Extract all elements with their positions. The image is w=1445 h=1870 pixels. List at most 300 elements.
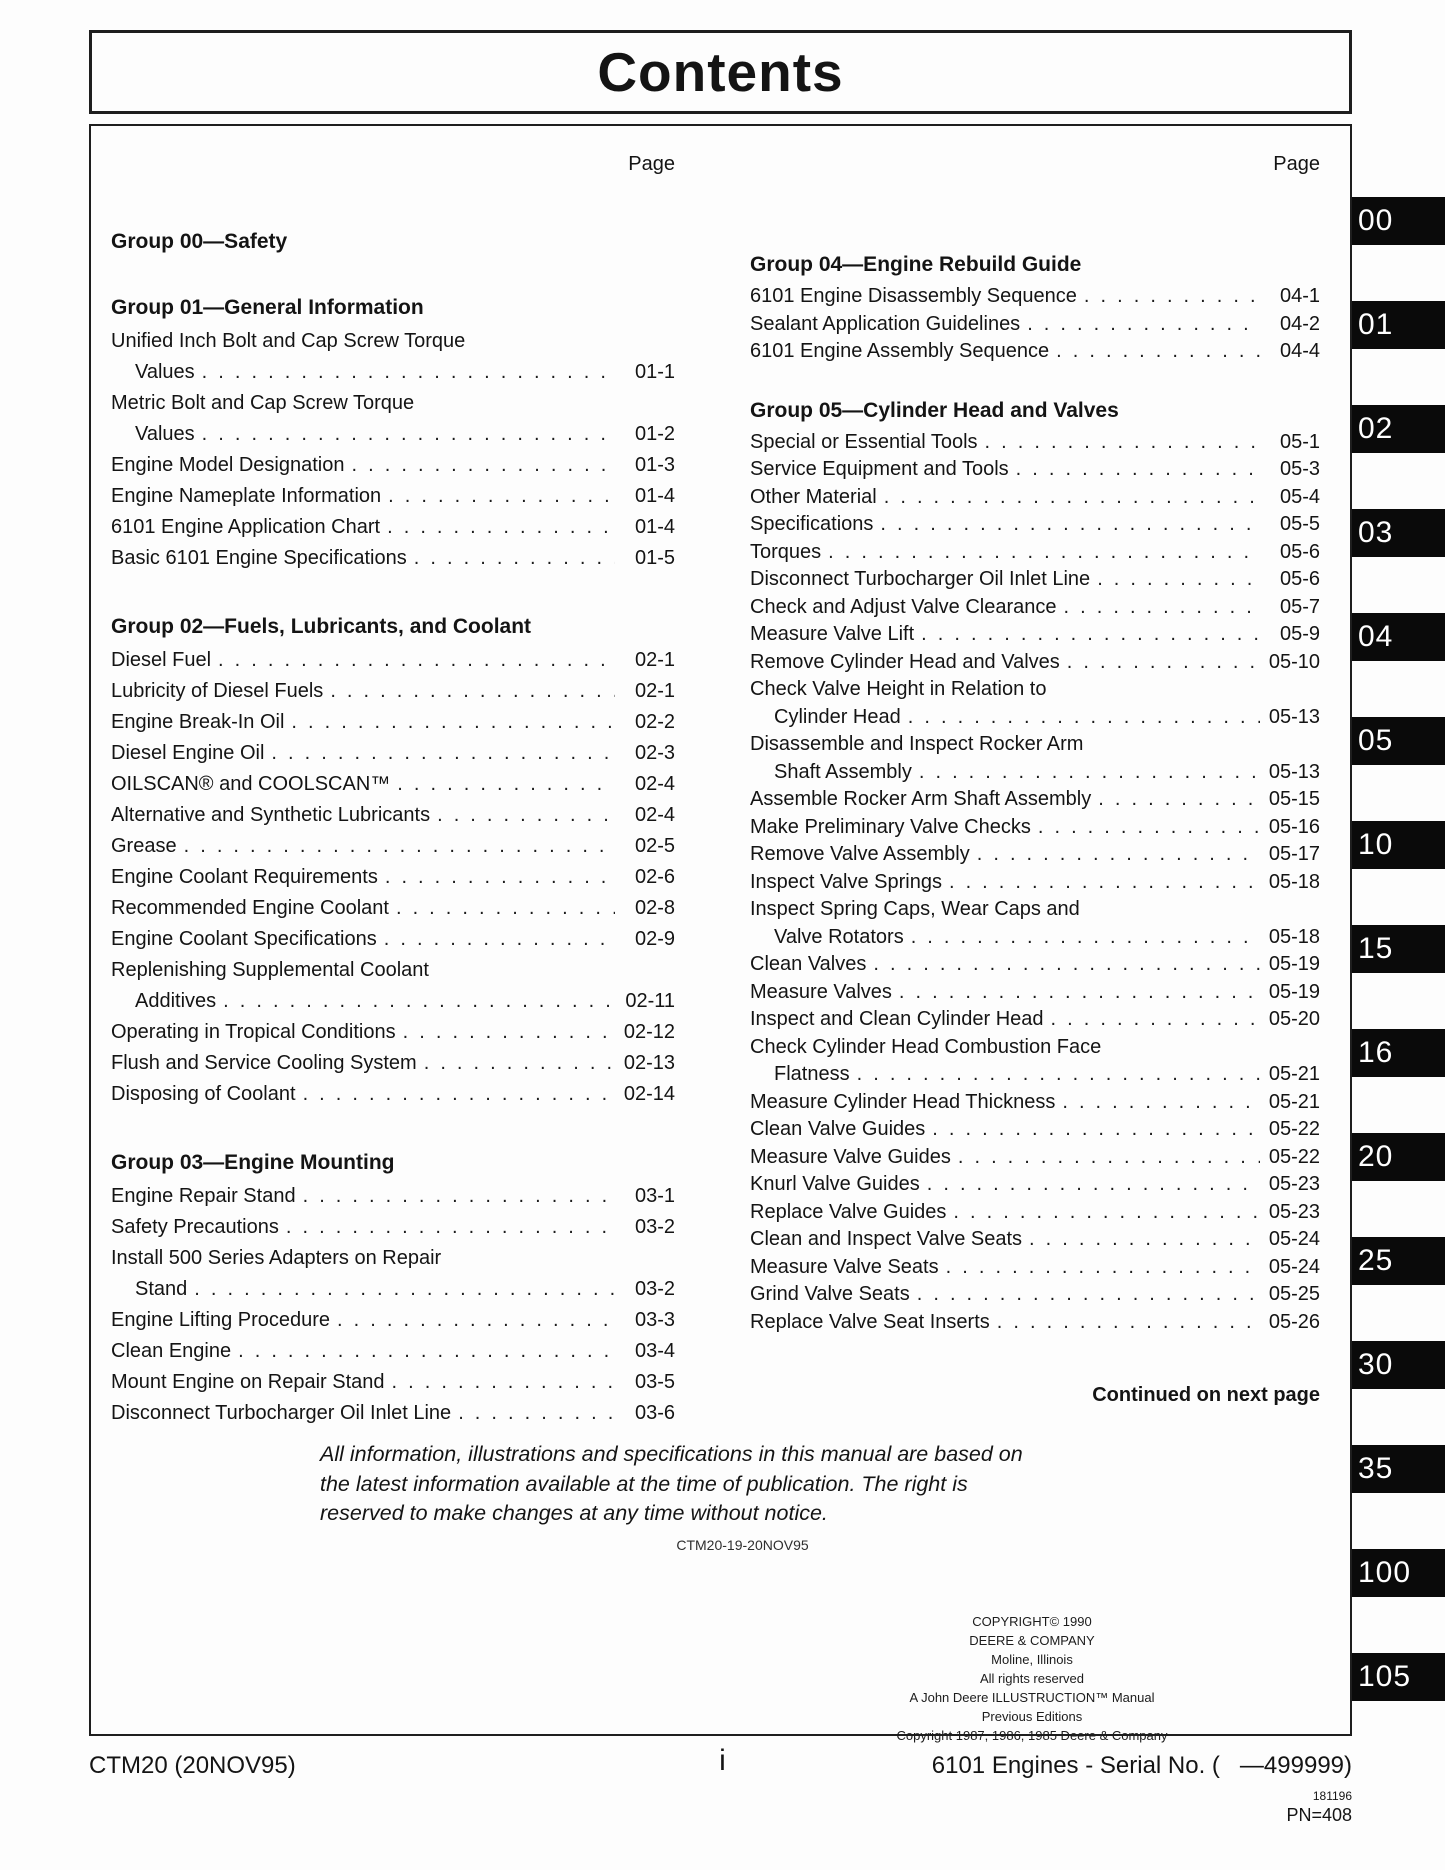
toc-item-label: Replace Valve Guides [750,1200,947,1223]
footer-serial-range: 6101 Engines - Serial No. ( —499999) [931,1752,1352,1779]
dot-leader [1038,814,1260,842]
index-tab-04: 04 [1352,613,1445,661]
dot-leader [286,1212,615,1243]
dot-leader [385,862,615,893]
toc-item [750,539,1320,567]
toc-item-label: Check Cylinder Head Combustion Face [750,1035,1102,1058]
toc-item [750,731,1320,759]
toc-item-page: 02-1 [634,649,675,671]
toc-item-page: 05-13 [1268,705,1320,728]
toc-item [750,1089,1320,1117]
toc-item-page: 03-1 [634,1185,675,1207]
toc-item-label: Disposing of Coolant [111,1083,296,1105]
toc-item [111,1398,675,1429]
toc-item [750,814,1320,842]
dot-leader [414,543,615,574]
dot-leader [949,869,1260,897]
toc-item-label: Sealant Application Guidelines [750,312,1021,335]
toc-item-page: 01-3 [634,454,675,476]
toc-item-page: 03-5 [634,1371,675,1393]
toc-item-page: 03-2 [634,1216,675,1238]
toc-item [750,1144,1320,1172]
toc-item-page: 02-6 [634,866,675,888]
toc-item [750,1281,1320,1309]
copyright-line: COPYRIGHT© 1990 [972,1614,1092,1629]
toc-item-page: 05-24 [1268,1228,1320,1250]
toc-item [750,1061,1320,1089]
index-tab-15: 15 [1352,925,1445,973]
toc-item [750,283,1320,311]
toc-item [750,869,1320,897]
dot-leader [1027,311,1260,339]
dot-leader [424,1048,615,1079]
toc-item-page: 05-18 [1268,925,1320,948]
toc-item-label: Install 500 Series Adapters on Repair [111,1247,442,1269]
dot-leader [388,481,615,512]
toc-item [750,566,1320,594]
toc-item-label: Service Equipment and Tools [750,458,1009,480]
dot-leader [352,450,616,481]
toc-item-label: Disconnect Turbocharger Oil Inlet Line [111,1402,452,1424]
toc-item [750,979,1320,1007]
toc-item-label: Additives [135,990,217,1012]
copyright-line: Copyright 1987, 1986, 1985 Deere & Company [896,1728,1168,1743]
toc-item-label: Metric Bolt and Cap Screw Torque [111,392,415,414]
toc-item-label: Specifications [750,513,874,535]
index-tab-25: 25 [1352,1237,1445,1285]
dot-leader [396,893,615,924]
toc-item-label: Engine Lifting Procedure [111,1309,331,1331]
toc-item-page: 04-4 [1279,340,1320,362]
footer-page-number: i [719,1744,726,1777]
publication-code: CTM20-19-20NOV95 [676,1537,809,1553]
toc-item-page: 05-23 [1268,1200,1320,1223]
index-tab-30: 30 [1352,1341,1445,1389]
toc-item [111,831,675,862]
toc-item-label: Replenishing Supplemental Coolant [111,959,429,981]
toc-item-label: 6101 Engine Disassembly Sequence [750,285,1077,307]
toc-item-page: 01-5 [634,547,675,569]
dot-leader [184,831,615,862]
toc-item-page: 02-2 [634,711,675,733]
dot-leader [828,539,1260,567]
toc-item-label: Recommended Engine Coolant [111,897,389,919]
dot-leader [202,357,615,388]
toc-item-page: 03-6 [634,1402,675,1424]
toc-item [111,676,675,707]
toc-item [111,1017,675,1048]
toc-item-label: Make Preliminary Valve Checks [750,815,1031,838]
toc-item-label: Knurl Valve Guides [750,1173,920,1195]
toc-group [750,252,1320,366]
index-tab-35: 35 [1352,1445,1445,1493]
toc-item-page: 05-23 [1268,1173,1320,1195]
dot-leader [958,1144,1260,1172]
toc-item [750,594,1320,622]
toc-item [750,759,1320,787]
toc-item-page: 02-13 [623,1052,675,1074]
toc-group-title: Group 02—Fuels, Lubricants, and Coolant [111,615,532,638]
dot-leader [997,1309,1260,1337]
toc-item-page: 05-10 [1268,650,1320,673]
toc-item-label: Grind Valve Seats [750,1283,910,1305]
toc-item [111,645,675,676]
toc-item [750,511,1320,539]
toc-item-page: 05-1 [1279,430,1320,453]
toc-item-page: 02-12 [623,1021,675,1043]
toc-item-label: Basic 6101 Engine Specifications [111,547,407,569]
dot-leader [921,621,1260,649]
continued-note: Continued on next page [1092,1384,1320,1406]
toc-item-label: Alternative and Synthetic Lubricants [111,804,431,826]
dot-leader [1063,594,1260,622]
toc-item-page: 02-8 [634,897,675,919]
dot-leader [1051,1006,1260,1034]
index-tab-05: 05 [1352,717,1445,765]
toc-item-label: Shaft Assembly [774,760,912,783]
toc-item-page: 01-4 [634,516,675,538]
toc-item [111,924,675,955]
toc-item-page: 05-17 [1268,843,1320,865]
toc-item [111,419,675,450]
toc-item-label: Measure Cylinder Head Thickness [750,1090,1056,1113]
toc-item [750,649,1320,677]
dot-leader [946,1254,1260,1282]
toc-item [111,1305,675,1336]
toc-item-label: Clean Valves [750,953,867,975]
toc-item [111,450,675,481]
toc-item-label: Operating in Tropical Conditions [111,1021,396,1043]
dot-leader [397,769,615,800]
toc-item-label: Remove Valve Assembly [750,843,970,865]
toc-item [111,1336,675,1367]
toc-item [750,1254,1320,1282]
toc-item-page: 01-4 [634,485,675,507]
toc-item-page: 04-2 [1279,312,1320,335]
toc-item-page: 05-7 [1279,595,1320,618]
toc-item-label: Clean and Inspect Valve Seats [750,1228,1023,1250]
dot-leader [880,511,1260,539]
publication-notice-line: All information, illustrations and specifications in this manual are based on [320,1442,1023,1466]
toc-group-title: Group 03—Engine Mounting [111,1151,395,1174]
toc-item-label: Diesel Engine Oil [111,742,265,764]
toc-item [111,862,675,893]
toc-item-label: Values [135,423,195,445]
dot-leader [899,979,1260,1007]
page-column-header-right: Page [1273,153,1320,175]
toc-item-label: Assemble Rocker Arm Shaft Assembly [750,788,1092,810]
toc-item [111,893,675,924]
dot-leader [387,512,615,543]
toc-item [111,1367,675,1398]
toc-item-label: Replace Valve Seat Inserts [750,1310,990,1333]
copyright-line: A John Deere ILLUSTRUCTION™ Manual [909,1690,1155,1705]
toc-item-label: Unified Inch Bolt and Cap Screw Torque [111,330,466,352]
toc-item-label: Diesel Fuel [111,649,212,671]
index-tab-105: 105 [1352,1653,1445,1701]
toc-item-label: Inspect Spring Caps, Wear Caps and [750,898,1080,920]
dot-leader [392,1367,615,1398]
copyright-block [742,1612,1322,1745]
toc-item [750,951,1320,979]
toc-item [750,896,1320,924]
page-title: Contents [597,41,844,103]
toc-item-label: Special or Essential Tools [750,430,978,453]
dot-leader [330,676,615,707]
toc-item [750,338,1320,366]
toc-group [111,1150,675,1429]
toc-item-page: 05-21 [1268,1063,1320,1085]
dot-leader [911,924,1260,952]
toc-item-page: 05-22 [1268,1145,1320,1168]
toc-item-label: Engine Break-In Oil [111,711,285,733]
dot-leader [218,645,615,676]
toc-item-label: Engine Coolant Specifications [111,928,377,950]
dot-leader [271,738,615,769]
dot-leader [1062,1089,1260,1117]
toc-item-label: 6101 Engine Assembly Sequence [750,340,1050,362]
dot-leader [1084,283,1260,311]
toc-item-label: Remove Cylinder Head and Valves [750,650,1060,673]
toc-item-page: 05-26 [1268,1310,1320,1333]
toc-item-label: OILSCAN® and COOLSCAN™ [111,773,391,795]
toc-item-page: 05-18 [1268,870,1320,893]
toc-item-page: 02-1 [634,680,675,702]
publication-notice [320,1440,1165,1529]
toc-item [750,786,1320,814]
copyright-line: DEERE & COMPANY [969,1633,1095,1648]
toc-item-page: 05-4 [1279,485,1320,508]
toc-item-page: 04-1 [1279,285,1320,307]
toc-item-label: Measure Valve Guides [750,1145,951,1168]
dot-leader [1016,456,1260,484]
toc-group-title: Group 01—General Information [111,296,424,319]
index-tab-20: 20 [1352,1133,1445,1181]
dot-leader [1067,649,1260,677]
toc-item [750,676,1320,704]
toc-item [111,800,675,831]
toc-left-column [111,152,675,1429]
toc-item-label: Engine Model Designation [111,454,345,476]
toc-item-label: Grease [111,835,177,857]
toc-group [111,229,675,255]
title-box [89,30,1352,114]
index-tab-00: 00 [1352,197,1445,245]
toc-item-label: Torques [750,540,822,563]
toc-group [111,614,675,1110]
toc-item-page: 05-5 [1279,513,1320,535]
toc-item-page: 02-3 [634,742,675,764]
toc-item-label: Inspect and Clean Cylinder Head [750,1008,1044,1030]
dot-leader [927,1171,1260,1199]
toc-item [750,456,1320,484]
toc-item [111,1212,675,1243]
copyright-line: Moline, Illinois [991,1652,1073,1667]
dot-leader [977,841,1260,869]
toc-item-label: Engine Repair Stand [111,1185,296,1207]
toc-item-page: 05-16 [1268,815,1320,838]
page-column-header-left: Page [628,153,675,175]
toc-item-page: 05-15 [1268,788,1320,810]
toc-item-label: Clean Valve Guides [750,1118,926,1140]
toc-item-label: 6101 Engine Application Chart [111,516,381,538]
toc-item-page: 05-20 [1268,1008,1320,1030]
toc-item-label: Measure Valves [750,980,892,1003]
toc-item-label: Cylinder Head [774,705,901,728]
toc-item [111,543,675,574]
index-tab-03: 03 [1352,509,1445,557]
dot-leader [932,1116,1260,1144]
dot-leader [337,1305,615,1336]
dot-leader [884,484,1260,512]
toc-item-label: Lubricity of Diesel Fuels [111,680,324,702]
toc-item-page: 05-22 [1268,1118,1320,1140]
toc-item-page: 05-25 [1268,1283,1320,1305]
toc-item-page: 02-5 [634,835,675,857]
toc-item-label: Flatness [774,1063,850,1085]
index-tab-16: 16 [1352,1029,1445,1077]
toc-item-label: Check Valve Height in Relation to [750,678,1047,700]
toc-item-page: 05-21 [1268,1090,1320,1113]
toc-item [750,704,1320,732]
index-tab-100: 100 [1352,1549,1445,1597]
toc-item [750,1171,1320,1199]
toc-item-label: Engine Nameplate Information [111,485,382,507]
toc-item [111,1181,675,1212]
toc-item-label: Values [135,361,195,383]
toc-item-page: 05-6 [1279,568,1320,590]
toc-item [111,512,675,543]
toc-item [750,924,1320,952]
toc-item-page: 02-9 [634,928,675,950]
dot-leader [1029,1226,1260,1254]
dot-leader [857,1061,1260,1089]
toc-item [750,1309,1320,1337]
toc-item [111,1274,675,1305]
toc-item-page: 05-9 [1279,623,1320,645]
toc-item [750,1199,1320,1227]
dot-leader [985,429,1260,457]
toc-item-label: Measure Valve Lift [750,623,915,645]
toc-group [111,295,675,574]
dot-leader [458,1398,615,1429]
toc-item [750,1116,1320,1144]
toc-item-page: 02-4 [634,773,675,795]
index-tab-02: 02 [1352,405,1445,453]
toc-item-page: 05-19 [1268,953,1320,975]
publication-notice-line: the latest information available at the time of publication. The right is [320,1471,968,1496]
toc-group-title: Group 05—Cylinder Head and Valves [750,398,1119,422]
copyright-line: All rights reserved [979,1671,1085,1686]
toc-item-label: Stand [135,1278,188,1300]
dot-leader [919,759,1260,787]
toc-item [750,311,1320,339]
toc-item-page: 03-2 [634,1278,675,1300]
toc-item-label: Engine Coolant Requirements [111,866,378,888]
toc-item [111,1048,675,1079]
toc-item-page: 05-3 [1279,458,1320,480]
toc-item [111,738,675,769]
dot-leader [303,1181,615,1212]
footer-print-code: 181196 [1312,1789,1352,1803]
toc-item-label: Safety Precautions [111,1216,279,1238]
toc-item [111,769,675,800]
toc-item [750,1226,1320,1254]
dot-leader [1098,786,1260,814]
dot-leader [1097,566,1260,594]
toc-item-label: Flush and Service Cooling System [111,1052,417,1074]
toc-item-page: 02-14 [623,1083,675,1105]
index-tab-01: 01 [1352,301,1445,349]
toc-item [750,1034,1320,1062]
toc-item [111,986,675,1017]
index-tab-10: 10 [1352,821,1445,869]
dot-leader [908,704,1260,732]
dot-leader [291,707,615,738]
toc-group [750,398,1320,1337]
dot-leader [1056,338,1260,366]
dot-leader [223,986,615,1017]
toc-item [750,429,1320,457]
toc-item-page: 05-19 [1268,980,1320,1003]
toc-item [750,484,1320,512]
dot-leader [953,1199,1260,1227]
toc-item-label: Clean Engine [111,1340,232,1362]
dot-leader [238,1336,615,1367]
dot-leader [873,951,1260,979]
toc-item-label: Mount Engine on Repair Stand [111,1371,385,1393]
toc-item-page: 05-6 [1279,540,1320,563]
dot-leader [917,1281,1260,1309]
toc-item [111,1079,675,1110]
toc-item-label: Valve Rotators [774,925,904,948]
toc-group-title: Group 04—Engine Rebuild Guide [750,253,1082,276]
dot-leader [437,800,615,831]
toc-item [111,388,675,419]
toc-item-label: Measure Valve Seats [750,1255,939,1278]
toc-item-label: Check and Adjust Valve Clearance [750,595,1057,618]
toc-item-page: 05-13 [1268,760,1320,783]
toc-item [111,481,675,512]
toc-item [111,1243,675,1274]
toc-item [111,955,675,986]
toc-item-page: 01-1 [634,361,675,383]
toc-item-page: 03-3 [634,1309,675,1331]
dot-leader [303,1079,615,1110]
toc-right-column [750,152,1320,1336]
toc-item-page: 05-24 [1268,1255,1320,1278]
toc-item [750,621,1320,649]
copyright-line: Previous Editions [981,1709,1083,1724]
toc-item-page: 02-4 [634,804,675,826]
toc-item [111,326,675,357]
toc-item-page: 03-4 [634,1340,675,1362]
footer-manual-code: CTM20 (20NOV95) [89,1752,296,1779]
publication-notice-line: reserved to make changes at any time without notice. [320,1501,828,1525]
toc-item [111,357,675,388]
dot-leader [202,419,615,450]
toc-group-title: Group 00—Safety [111,230,288,253]
toc-item-page: 02-11 [625,990,675,1012]
toc-item [111,707,675,738]
toc-item-label: Disassemble and Inspect Rocker Arm [750,733,1084,755]
footer-part-number: PN=408 [1286,1805,1352,1825]
dot-leader [384,924,615,955]
toc-item-label: Disconnect Turbocharger Oil Inlet Line [750,568,1091,590]
toc-item [750,841,1320,869]
toc-item-label: Other Material [750,485,877,508]
toc-item [750,1006,1320,1034]
